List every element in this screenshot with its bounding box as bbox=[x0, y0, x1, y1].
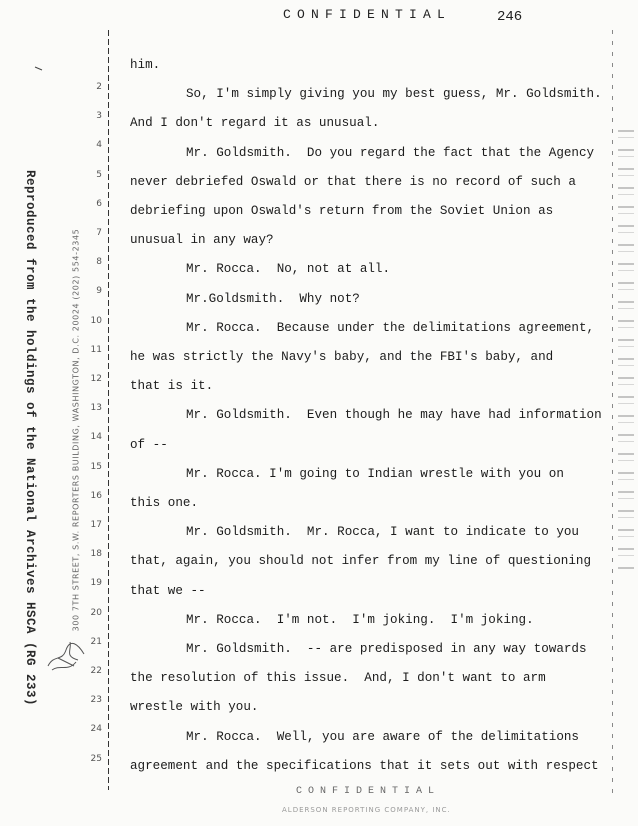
line-number: 16 bbox=[90, 490, 102, 501]
transcript-line: Mr. Rocca. I'm not. I'm joking. I'm joking. bbox=[186, 612, 534, 627]
line-number: 10 bbox=[90, 315, 102, 326]
transcript-line: Mr. Rocca. Well, you are aware of the delimitations bbox=[186, 729, 579, 744]
line-number: 19 bbox=[90, 578, 102, 589]
line-number: 2 bbox=[96, 82, 102, 92]
transcript-line: Mr.Goldsmith. Why not? bbox=[186, 291, 360, 306]
ink-stamp-mark bbox=[44, 636, 92, 676]
line-number: 11 bbox=[90, 344, 102, 355]
line-number: 24 bbox=[90, 724, 102, 735]
transcript-line: agreement and the specifications that it sets out with respect bbox=[130, 758, 599, 773]
line-number: 9 bbox=[96, 286, 102, 297]
confidential-footer: CONFIDENTIAL bbox=[296, 786, 441, 797]
right-edge-scan-noise bbox=[618, 130, 634, 570]
line-number: 21 bbox=[90, 636, 102, 647]
line-number: 6 bbox=[96, 198, 102, 209]
line-number: 15 bbox=[90, 461, 102, 472]
line-number: 13 bbox=[90, 403, 102, 414]
archive-reproduction-note: Reproduced from the holdings of the National Archives HSCA (RG 233) bbox=[23, 169, 37, 707]
transcript-line: never debriefed Oswald or that there is no record of such a bbox=[130, 174, 576, 189]
transcript-line: the resolution of this issue. And, I don't want to arm bbox=[130, 671, 546, 686]
scan-mark-icon bbox=[34, 66, 44, 72]
transcript-line: Mr. Rocca. No, not at all. bbox=[186, 262, 391, 277]
line-number: 12 bbox=[90, 374, 102, 384]
transcript-line: of -- bbox=[130, 437, 168, 452]
line-number: 3 bbox=[96, 111, 102, 122]
confidential-header: CONFIDENTIAL bbox=[283, 7, 452, 22]
transcript-line: him. bbox=[130, 58, 161, 72]
line-number: 14 bbox=[90, 432, 102, 443]
transcript-line: that, again, you should not infer from my line of questioning bbox=[130, 554, 592, 569]
line-number: 8 bbox=[96, 257, 102, 268]
transcript-line: he was strictly the Navy's baby, and the FBI's baby, and bbox=[130, 350, 554, 364]
line-number: 5 bbox=[96, 169, 102, 180]
left-margin-rule bbox=[108, 30, 109, 790]
transcript-line: Mr. Rocca. Because under the delimitations agreement, bbox=[186, 320, 595, 335]
line-number: 22 bbox=[90, 666, 102, 676]
page-number: 246 bbox=[497, 9, 523, 25]
line-number: 17 bbox=[90, 520, 102, 530]
line-number: 18 bbox=[90, 549, 102, 560]
transcript-line: Mr. Goldsmith. Do you regard the fact that the Agency bbox=[186, 145, 595, 160]
transcript-line: And I don't regard it as unusual. bbox=[130, 116, 380, 131]
line-number: 23 bbox=[90, 695, 102, 706]
transcript-line: unusual in any way? bbox=[130, 233, 274, 248]
transcript-line: this one. bbox=[130, 496, 199, 510]
transcript-line: debriefing upon Oswald's return from the Soviet Union as bbox=[130, 204, 554, 218]
line-number: 4 bbox=[96, 140, 102, 151]
transcript-line: Mr. Goldsmith. -- are predisposed in any way towards bbox=[186, 642, 587, 656]
transcript-line: So, I'm simply giving you my best guess, Mr. Goldsmith. bbox=[186, 87, 602, 102]
line-number: 25 bbox=[90, 753, 102, 764]
line-number: 20 bbox=[90, 607, 102, 618]
transcript-line: wrestle with you. bbox=[130, 700, 259, 715]
right-margin-rule bbox=[612, 30, 613, 800]
line-number: 7 bbox=[96, 228, 102, 238]
transcript-line: Mr. Rocca. I'm going to Indian wrestle with you on bbox=[186, 466, 564, 481]
reporting-company-footer: ALDERSON REPORTING COMPANY, INC. bbox=[282, 806, 451, 814]
transcript-line: Mr. Goldsmith. Mr. Rocca, I want to indicate to you bbox=[186, 525, 579, 540]
transcript-line: Mr. Goldsmith. Even though he may have had information bbox=[186, 408, 602, 423]
transcript-line: that we -- bbox=[130, 583, 206, 598]
transcript-line: that is it. bbox=[130, 379, 214, 394]
reporter-address-vertical: 300 7TH STREET, S.W. REPORTERS BUILDING, WASHINGTON, D.C. 20024 (202) 554-2345 bbox=[71, 228, 81, 632]
